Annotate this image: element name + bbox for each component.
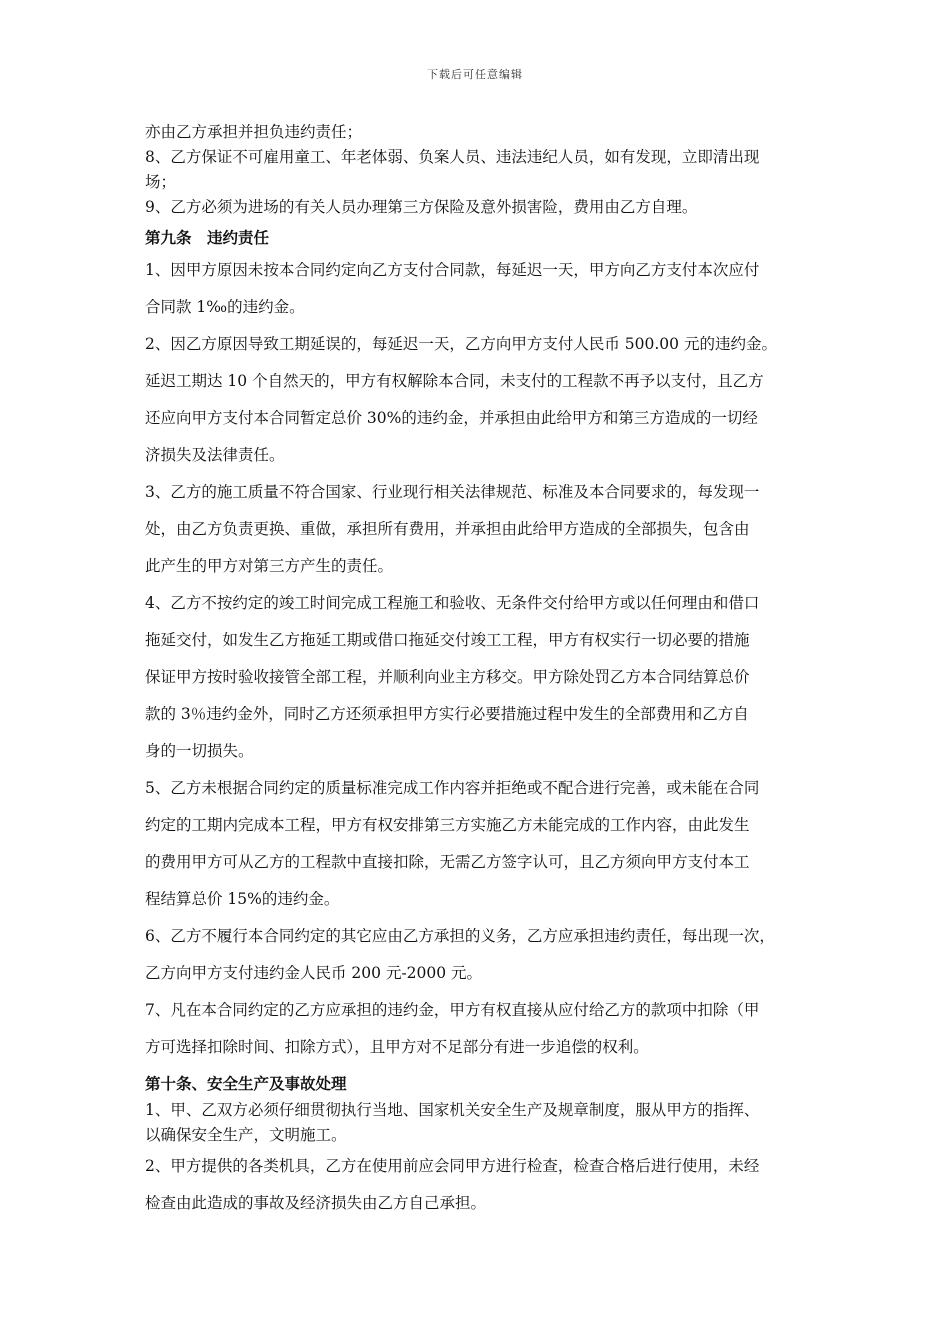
document-body bbox=[145, 120, 815, 1222]
paragraph-line: 程结算总价 15%的违约金。 bbox=[145, 890, 340, 908]
paragraph-line: 延迟工期达 10 个自然天的，甲方有权解除本合同，未支付的工程款不再予以支付，且乙方 bbox=[145, 372, 764, 390]
paragraph bbox=[145, 195, 815, 220]
paragraph-line: 9、乙方必须为进场的有关人员办理第三方保险及意外损害险，费用由乙方自理。 bbox=[145, 198, 698, 216]
paragraph-line: 的费用甲方可从乙方的工程款中直接扣除，无需乙方签字认可，且乙方须向甲方支付本工 bbox=[145, 853, 750, 871]
paragraph bbox=[145, 474, 815, 585]
paragraph bbox=[145, 918, 815, 992]
paragraph-line: 乙方向甲方支付违约金人民币 200 元-2000 元。 bbox=[145, 964, 483, 982]
paragraph-line: 2、甲方提供的各类机具，乙方在使用前应会同甲方进行检查，检查合格后进行使用，未经 bbox=[145, 1157, 760, 1175]
paragraph bbox=[145, 1148, 815, 1222]
paragraph bbox=[145, 120, 815, 145]
paragraph-line: 合同款 1‰的违约金。 bbox=[145, 298, 305, 316]
section-heading bbox=[145, 223, 815, 252]
paragraph bbox=[145, 1098, 815, 1148]
paragraph-line: 1、甲、乙双方必须仔细贯彻执行当地、国家机关安全生产及规章制度，服从甲方的指挥、 bbox=[145, 1101, 760, 1119]
paragraph-line: 济损失及法律责任。 bbox=[145, 446, 285, 464]
paragraph-line: 7、凡在本合同约定的乙方应承担的违约金，甲方有权直接从应付给乙方的款项中扣除（甲 bbox=[145, 1001, 760, 1019]
paragraph-line: 2、因乙方原因导致工期延误的，每延迟一天，乙方向甲方支付人民币 500.00 元的违约金。 bbox=[145, 335, 777, 353]
paragraph-line: 5、乙方未根据合同约定的质量标准完成工作内容并拒绝或不配合进行完善，或未能在合同 bbox=[145, 779, 760, 797]
paragraph-line: 约定的工期内完成本工程，甲方有权安排第三方实施乙方未能完成的工作内容，由此发生 bbox=[145, 816, 750, 834]
paragraph-line: 身的一切损失。 bbox=[145, 742, 254, 760]
paragraph bbox=[145, 145, 815, 195]
paragraph-line: 还应向甲方支付本合同暂定总价 30%的违约金，并承担由此给甲方和第三方造成的一切经 bbox=[145, 409, 758, 427]
paragraph-line: 款的 3％违约金外，同时乙方还须承担甲方实行必要措施过程中发生的全部费用和乙方自 bbox=[145, 705, 749, 723]
paragraph-line: 3、乙方的施工质量不符合国家、行业现行相关法律规范、标准及本合同要求的，每发现一 bbox=[145, 483, 760, 501]
paragraph-line: 8、乙方保证不可雇用童工、年老体弱、负案人员、违法违纪人员，如有发现，立即清出现 bbox=[145, 148, 760, 166]
paragraph bbox=[145, 252, 815, 326]
paragraph-line: 检查由此造成的事故及经济损失由乙方自己承担。 bbox=[145, 1194, 487, 1212]
paragraph-line: 此产生的甲方对第三方产生的责任。 bbox=[145, 557, 394, 575]
paragraph bbox=[145, 585, 815, 770]
page-header: 下载后可任意编辑 bbox=[427, 68, 523, 81]
paragraph-line: 处，由乙方负责更换、重做，承担所有费用，并承担由此给甲方造成的全部损失，包含由 bbox=[145, 520, 750, 538]
heading-text: 第九条 违约责任 bbox=[145, 228, 270, 247]
paragraph-line: 拖延交付，如发生乙方拖延工期或借口拖延交付竣工工程，甲方有权实行一切必要的措施 bbox=[145, 631, 750, 649]
paragraph-line: 亦由乙方承担并担负违约责任； bbox=[145, 123, 363, 141]
paragraph bbox=[145, 992, 815, 1066]
paragraph-line: 场； bbox=[145, 173, 177, 191]
heading-text: 第十条、安全生产及事故处理 bbox=[145, 1074, 347, 1093]
paragraph-line: 以确保安全生产，文明施工。 bbox=[145, 1126, 347, 1144]
paragraph-line: 4、乙方不按约定的竣工时间完成工程施工和验收、无条件交付给甲方或以任何理由和借口 bbox=[145, 594, 760, 612]
paragraph-line: 保证甲方按时验收接管全部工程，并顺利向业主方移交。甲方除处罚乙方本合同结算总价 bbox=[145, 668, 750, 686]
paragraph-line: 6、乙方不履行本合同约定的其它应由乙方承担的义务，乙方应承担违约责任，每出现一次， bbox=[145, 927, 775, 945]
paragraph bbox=[145, 770, 815, 918]
paragraph bbox=[145, 326, 815, 474]
paragraph-line: 方可选择扣除时间、扣除方式），且甲方对不足部分有进一步追偿的权利。 bbox=[145, 1038, 649, 1056]
paragraph-line: 1、因甲方原因未按本合同约定向乙方支付合同款，每延迟一天，甲方向乙方支付本次应付 bbox=[145, 261, 760, 279]
section-heading bbox=[145, 1069, 815, 1098]
